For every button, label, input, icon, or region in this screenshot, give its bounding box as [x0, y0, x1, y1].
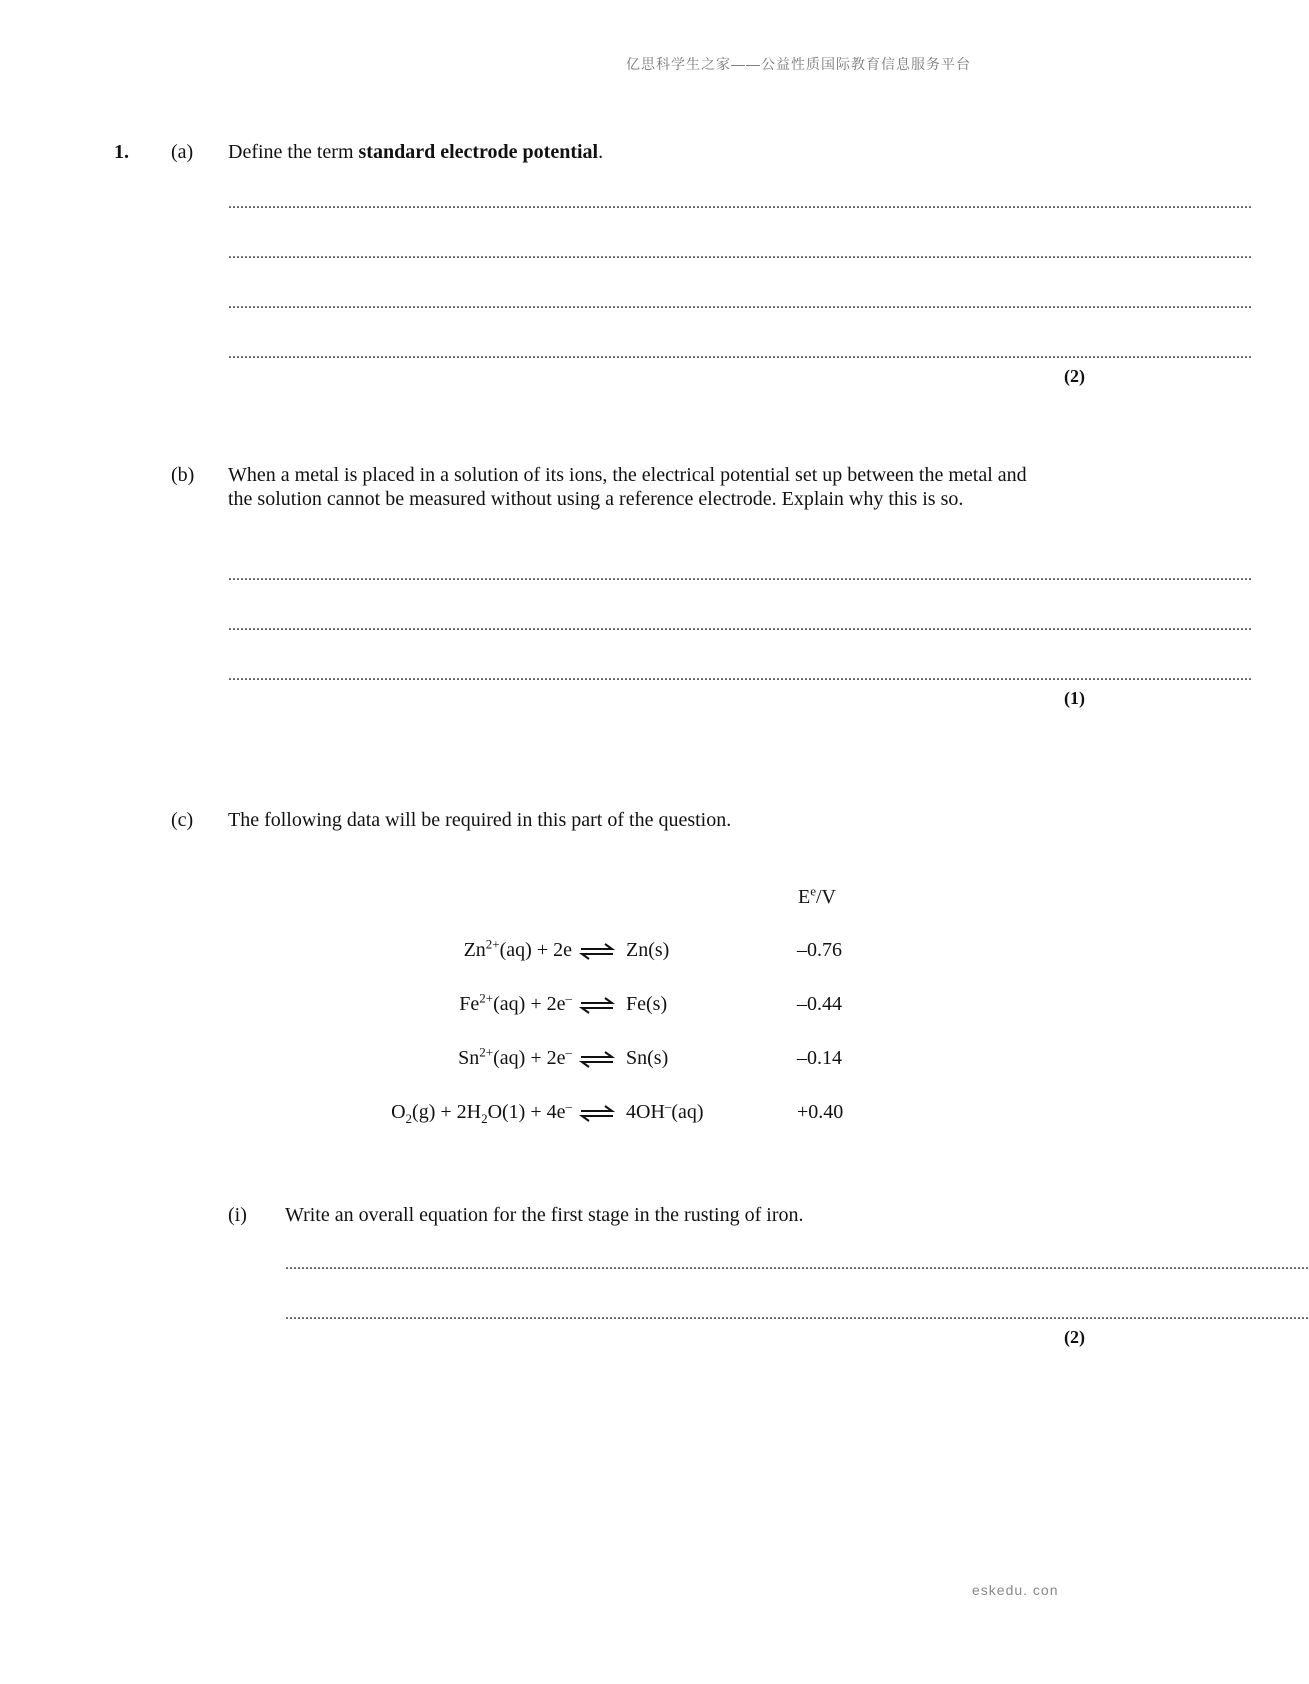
answer-line[interactable]: ................................................................................................................................................................................................................................................................ [228, 245, 1252, 262]
page-header: 亿思科学生之家——公益性质国际教育信息服务平台 [626, 56, 971, 72]
answer-line[interactable]: ................................................................................................................................................................................................................................................................ [228, 667, 1252, 684]
part-a-text-suffix: . [598, 141, 604, 163]
answer-line[interactable]: ................................................................................................................................................................................................................................................................ [285, 1256, 1309, 1273]
superscript: – [664, 1098, 672, 1114]
part-b-marks: (1) [1064, 688, 1085, 708]
subscript: 2 [405, 1111, 413, 1126]
part-a-bold-term: standard electrode potential [358, 141, 599, 163]
equation-right-side [626, 938, 669, 962]
equation-text: (g) + 2H [412, 1101, 482, 1123]
equilibrium-arrow-icon [578, 995, 616, 1015]
equation-text: Zn(s) [626, 939, 670, 961]
equation-text: O [391, 1101, 406, 1123]
part-a-text-prefix: Define the term [228, 141, 359, 163]
potential-column-header [798, 885, 836, 909]
equation-text: (aq) [671, 1101, 704, 1123]
equation-text: (aq) + 2e [499, 939, 572, 961]
part-c-question: The following data will be required in this part of the question. [228, 809, 732, 831]
superscript: – [565, 1044, 572, 1060]
part-b-question: When a metal is placed in a solution of its ions, the electrical potential set up between the metal and the solution cannot be measured without using a reference electrode. Explain why this is so. [228, 464, 1027, 510]
electrode-potential-value: +0.40 [797, 1101, 844, 1123]
equilibrium-arrow-icon [578, 1049, 616, 1069]
answer-line[interactable]: ................................................................................................................................................................................................................................................................ [285, 1306, 1309, 1323]
electrode-potential-value: –0.76 [797, 939, 842, 961]
subscript: 2 [481, 1111, 488, 1126]
equation-left-side [272, 992, 572, 1016]
answer-line[interactable]: ................................................................................................................................................................................................................................................................ [228, 617, 1252, 634]
equilibrium-arrow-icon [578, 941, 616, 961]
answer-line[interactable]: ................................................................................................................................................................................................................................................................ [228, 195, 1252, 212]
equation-text: O(1) + 4e [487, 1101, 566, 1123]
equation-left-side [272, 1100, 572, 1124]
equation-text: 4OH [626, 1101, 665, 1123]
header-e: E [798, 886, 811, 908]
part-c-i-label: (i) [228, 1204, 247, 1226]
part-c-label: (c) [171, 809, 194, 831]
part-a-marks: (2) [1064, 366, 1085, 386]
superscript: – [565, 1098, 572, 1114]
page-footer: eskedu. con [972, 1582, 1059, 1598]
equation-left-side [272, 1046, 572, 1070]
question-number: 1. [114, 141, 129, 163]
equation-left-side [272, 938, 572, 962]
part-a-question [228, 140, 1048, 164]
part-b-label: (b) [171, 464, 195, 486]
superscript: – [565, 990, 572, 1006]
electrode-potential-value: –0.44 [797, 993, 842, 1015]
equation-text: Fe(s) [626, 993, 668, 1015]
part-a-label: (a) [171, 141, 194, 163]
answer-line[interactable]: ................................................................................................................................................................................................................................................................ [228, 345, 1252, 362]
equilibrium-arrow-icon [578, 1103, 616, 1123]
equation-text: Fe [459, 993, 480, 1015]
part-c-i-question: Write an overall equation for the first stage in the rusting of iron. [285, 1204, 804, 1226]
equation-text: Zn [463, 939, 486, 961]
header-standard-symbol: e [810, 883, 816, 899]
header-unit: /V [816, 886, 836, 908]
equation-right-side [626, 1046, 668, 1070]
superscript: 2+ [479, 1044, 494, 1060]
superscript: 2+ [485, 936, 500, 952]
equation-right-side [626, 992, 667, 1016]
part-c-i-marks: (2) [1064, 1327, 1085, 1347]
equation-text: Sn(s) [626, 1047, 669, 1069]
answer-line[interactable]: ................................................................................................................................................................................................................................................................ [228, 567, 1252, 584]
answer-line[interactable]: ................................................................................................................................................................................................................................................................ [228, 295, 1252, 312]
equation-text: Sn [458, 1047, 480, 1069]
equation-text: (aq) + 2e [493, 993, 566, 1015]
superscript: 2+ [479, 990, 494, 1006]
equation-text: (aq) + 2e [493, 1047, 566, 1069]
electrode-potential-value: –0.14 [797, 1047, 842, 1069]
equation-right-side [626, 1100, 704, 1124]
